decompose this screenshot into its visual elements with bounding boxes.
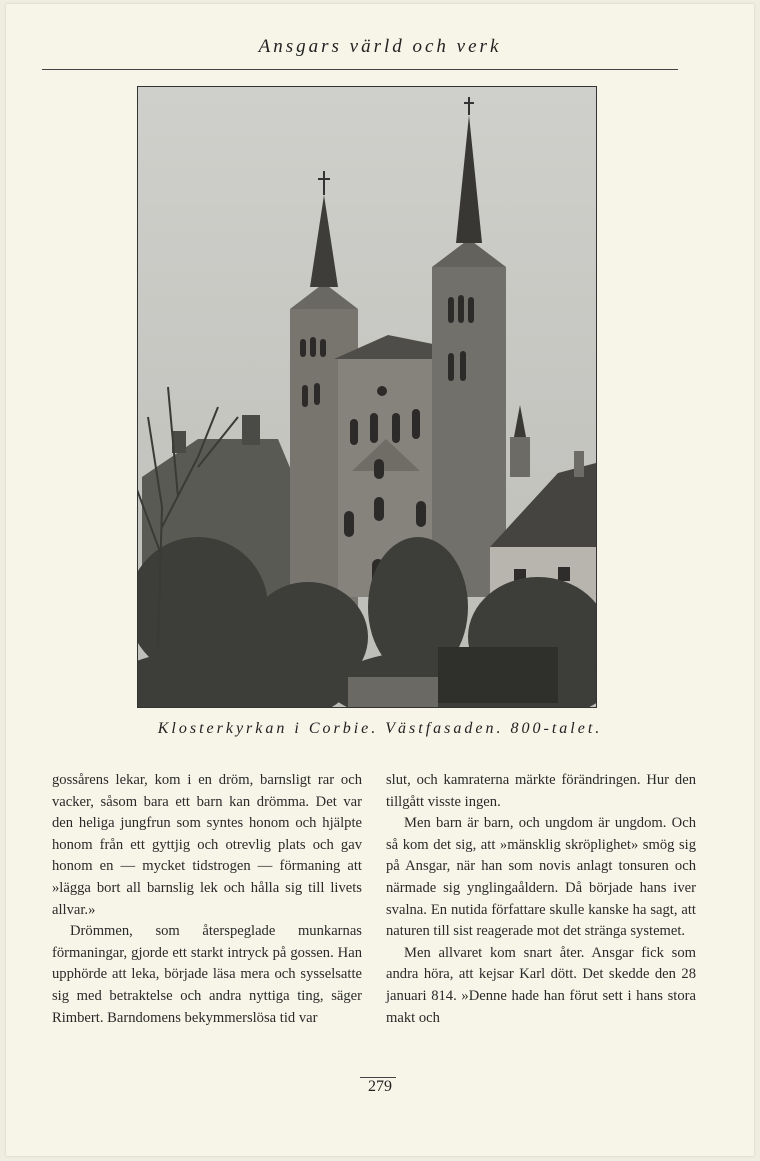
running-head: Ansgars värld och verk [258,36,502,57]
page-number: 279 [368,1078,392,1095]
hedge [438,647,558,703]
church-illustration [138,87,596,707]
left-text-column [52,770,362,1029]
paragraph: Men allvaret kom snart åter. Ansgar fick som andra höra, att kejsar Karl dött. Det skedde den 28 januari 814. »Denne hade han förut sett i hans stora makt och [386,944,696,1026]
church-photograph [137,86,597,708]
paragraph: Men barn är barn, och ungdom är ungdom. Och så kom det sig, att »mänsklig skröplighet» smög sig på Ansgar, när han som novis anlagt tonsuren och närmade sig ynglingaåldern. Då började hans iver svalna. En nutida författare skulle kanske ha sagt, att naturen till sist reagerade mot det stränga systemet. [386,815,696,940]
paragraph: gossårens lekar, kom i en dröm, barnsligt rar och vacker, såsom bara ett barn kan drömma. Det var den heliga jungfrun som syntes honom och hjälpte honom från ett gyttjig och otrevlig plats och gav honom en — mycket tidstrogen — förmaning att »lägga bort all barnslig lek och hålla sig till livets allvar.» [52,772,362,918]
figure-caption: Klosterkyrkan i Corbie. Västfasaden. 800-talet. [157,720,603,737]
header-rule [42,69,678,70]
right-text-column [386,770,696,1029]
paragraph: Drömmen, som återspeglade munkarnas förmaningar, gjorde ett starkt intryck på gossen. Han upphörde att leka, började läsa mera och sysselsatte sig med betraktelse och andra nyttiga ting, säger Rimbert. Barndomens bekymmerslösa tid var [52,923,362,1026]
paragraph: slut, och kamraterna märkte förändringen. Hur den tillgått visste ingen. [386,772,696,810]
